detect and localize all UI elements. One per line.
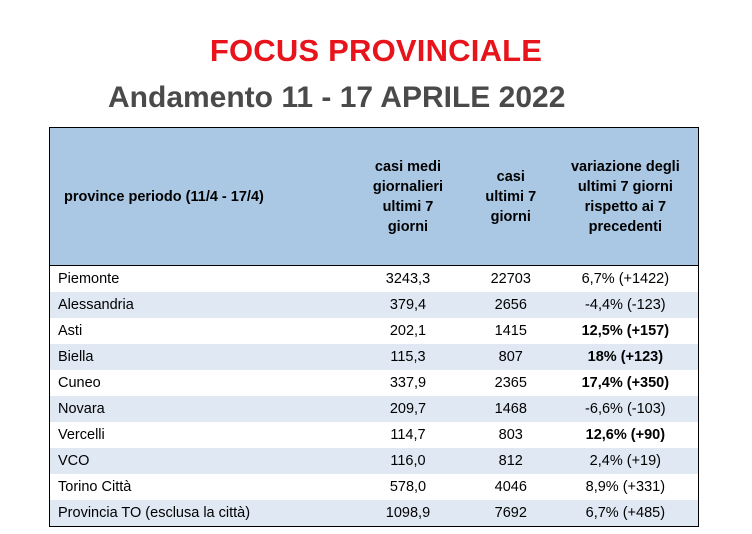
cell-media: 578,0 bbox=[347, 474, 469, 500]
cell-media: 202,1 bbox=[347, 318, 469, 344]
cell-variazione: 6,7% (+1422) bbox=[553, 266, 699, 293]
cell-province: Provincia TO (esclusa la città) bbox=[50, 500, 348, 527]
cell-province: Piemonte bbox=[50, 266, 348, 293]
table-row bbox=[50, 292, 699, 318]
table-row bbox=[50, 448, 699, 474]
header-casi: casi ultimi 7 giorni bbox=[469, 128, 553, 266]
header-variazione: variazione degli ultimi 7 giorni rispetto ai 7 precedenti bbox=[553, 128, 699, 266]
cell-casi: 1468 bbox=[469, 396, 553, 422]
cell-province: Cuneo bbox=[50, 370, 348, 396]
cell-media: 1098,9 bbox=[347, 500, 469, 527]
cell-variazione: -4,4% (-123) bbox=[553, 292, 699, 318]
cell-province: VCO bbox=[50, 448, 348, 474]
cell-variazione: 17,4% (+350) bbox=[553, 370, 699, 396]
cell-province: Alessandria bbox=[50, 292, 348, 318]
cell-media: 115,3 bbox=[347, 344, 469, 370]
cell-media: 3243,3 bbox=[347, 266, 469, 293]
cell-province: Novara bbox=[50, 396, 348, 422]
header-casi-medi: casi medi giornalieri ultimi 7 giorni bbox=[347, 128, 469, 266]
cell-variazione: 12,6% (+90) bbox=[553, 422, 699, 448]
cell-casi: 803 bbox=[469, 422, 553, 448]
cell-media: 116,0 bbox=[347, 448, 469, 474]
page-title: FOCUS PROVINCIALE bbox=[209, 33, 543, 68]
cell-media: 114,7 bbox=[347, 422, 469, 448]
table-row bbox=[50, 370, 699, 396]
cell-variazione: 6,7% (+485) bbox=[553, 500, 699, 527]
cell-variazione: 8,9% (+331) bbox=[553, 474, 699, 500]
table-body bbox=[50, 266, 699, 527]
cell-casi: 812 bbox=[469, 448, 553, 474]
table-row bbox=[50, 500, 699, 527]
table-row bbox=[50, 344, 699, 370]
table-row bbox=[50, 396, 699, 422]
cell-casi: 807 bbox=[469, 344, 553, 370]
table-header bbox=[50, 128, 699, 266]
cell-media: 337,9 bbox=[347, 370, 469, 396]
cell-variazione: 18% (+123) bbox=[553, 344, 699, 370]
cell-casi: 22703 bbox=[469, 266, 553, 293]
table-row bbox=[50, 474, 699, 500]
cell-media: 209,7 bbox=[347, 396, 469, 422]
cell-province: Asti bbox=[50, 318, 348, 344]
province-table bbox=[49, 127, 699, 527]
cell-media: 379,4 bbox=[347, 292, 469, 318]
page-subtitle: Andamento 11 - 17 APRILE 2022 bbox=[108, 81, 566, 114]
table-row bbox=[50, 266, 699, 293]
table-row bbox=[50, 422, 699, 448]
cell-casi: 1415 bbox=[469, 318, 553, 344]
cell-variazione: 12,5% (+157) bbox=[553, 318, 699, 344]
table-row bbox=[50, 318, 699, 344]
cell-casi: 2365 bbox=[469, 370, 553, 396]
header-province: province periodo (11/4 - 17/4) bbox=[50, 128, 348, 266]
cell-variazione: -6,6% (-103) bbox=[553, 396, 699, 422]
cell-province: Torino Città bbox=[50, 474, 348, 500]
cell-casi: 7692 bbox=[469, 500, 553, 527]
cell-variazione: 2,4% (+19) bbox=[553, 448, 699, 474]
cell-province: Biella bbox=[50, 344, 348, 370]
cell-casi: 4046 bbox=[469, 474, 553, 500]
cell-province: Vercelli bbox=[50, 422, 348, 448]
cell-casi: 2656 bbox=[469, 292, 553, 318]
